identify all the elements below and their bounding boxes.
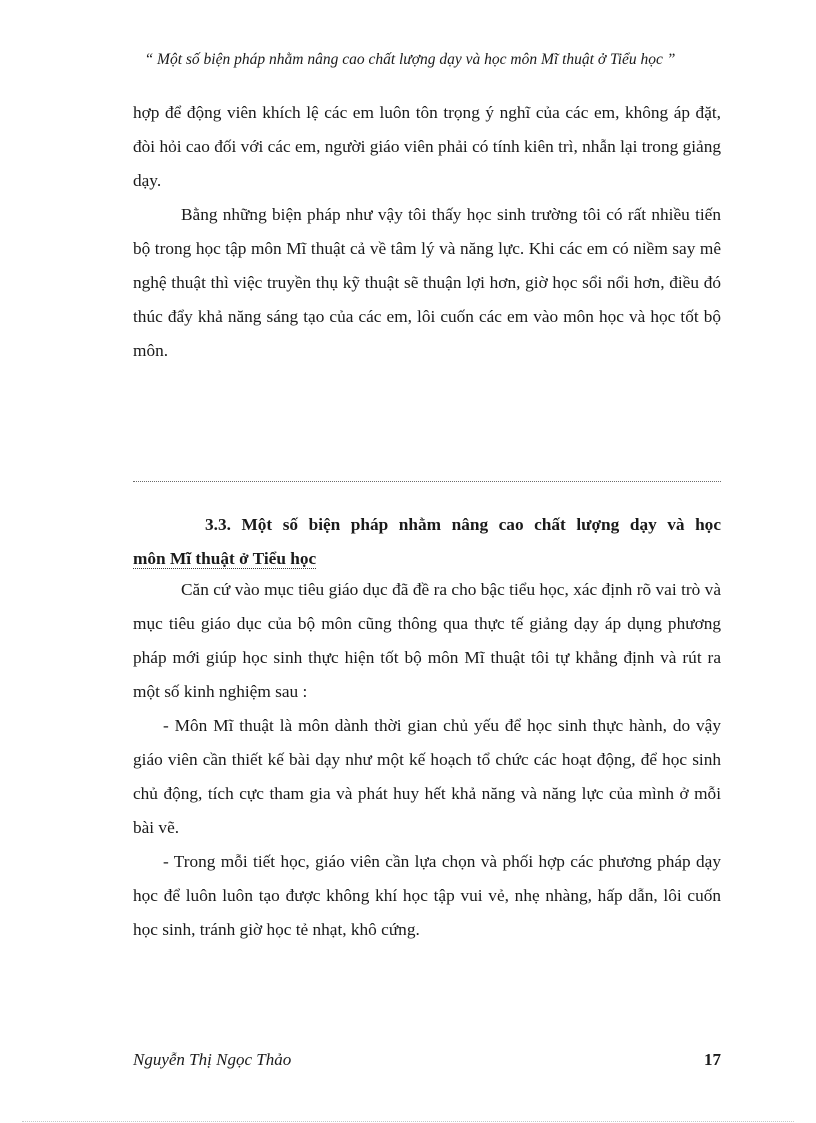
paragraph-continuation: hợp để động viên khích lệ các em luôn tôn trọng ý nghĩ của các em, không áp đặt, đòi hỏi cao đối với các em, người giáo viên phải có tính kiên trì, nhẫn lại trong giảng dạy. (133, 103, 721, 190)
top-text-block (133, 96, 721, 368)
section-text-block (133, 573, 721, 947)
page-number: 17 (704, 1050, 721, 1069)
section-heading (133, 508, 721, 576)
paragraph-point-2: - Trong mỗi tiết học, giáo viên cần lựa chọn và phối hợp các phương pháp dạy học để luôn luôn tạo được không khí học tập vui vẻ, nhẹ nhàng, hấp dẫn, lôi cuốn học sinh, tránh giờ học tẻ nhạt, khô cứng. (133, 852, 721, 939)
section-divider (133, 481, 721, 482)
paragraph-point-1: - Môn Mĩ thuật là môn dành thời gian chủ yếu để học sinh thực hành, do vậy giáo viên cần thiết kế bài dạy như một kế hoạch tổ chức các hoạt động, để học sinh chủ động, tích cực tham gia và phát huy hết khả năng và năng lực của mình ở mỗi bài vẽ. (133, 716, 721, 837)
paragraph-results: Bằng những biện pháp như vậy tôi thấy học sinh trường tôi có rất nhiều tiến bộ trong học tập môn Mĩ thuật cả về tâm lý và năng lực. Khi các em có niềm say mê nghệ thuật thì việc truyền thụ kỹ thuật sẽ thuận lợi hơn, giờ học sổi nổi hơn, điều đó thúc đẩy khả năng sáng tạo của các em, lôi cuốn các em vào môn học và học tốt bộ môn. (133, 205, 721, 360)
section-heading-line1: 3.3. Một số biện pháp nhằm nâng cao chất lượng dạy và học (205, 515, 721, 534)
page-bottom-rule (22, 1121, 794, 1122)
section-heading-line2: môn Mĩ thuật ở Tiểu học (133, 549, 317, 568)
footer-author: Nguyễn Thị Ngọc Thảo (133, 1050, 292, 1069)
paragraph-intro: Căn cứ vào mục tiêu giáo dục đã đề ra cho bậc tiểu học, xác định rõ vai trò và mục tiêu giáo dục của bộ môn cũng thông qua thực tế giảng dạy áp dụng phương pháp mới giúp học sinh thực hiện tốt bộ môn Mĩ thuật tôi tự khẳng định và rút ra một số kinh nghiệm sau : (133, 580, 721, 701)
running-header: “ Một số biện pháp nhằm nâng cao chất lượng dạy và học môn Mĩ thuật ở Tiểu học ” (144, 51, 676, 68)
